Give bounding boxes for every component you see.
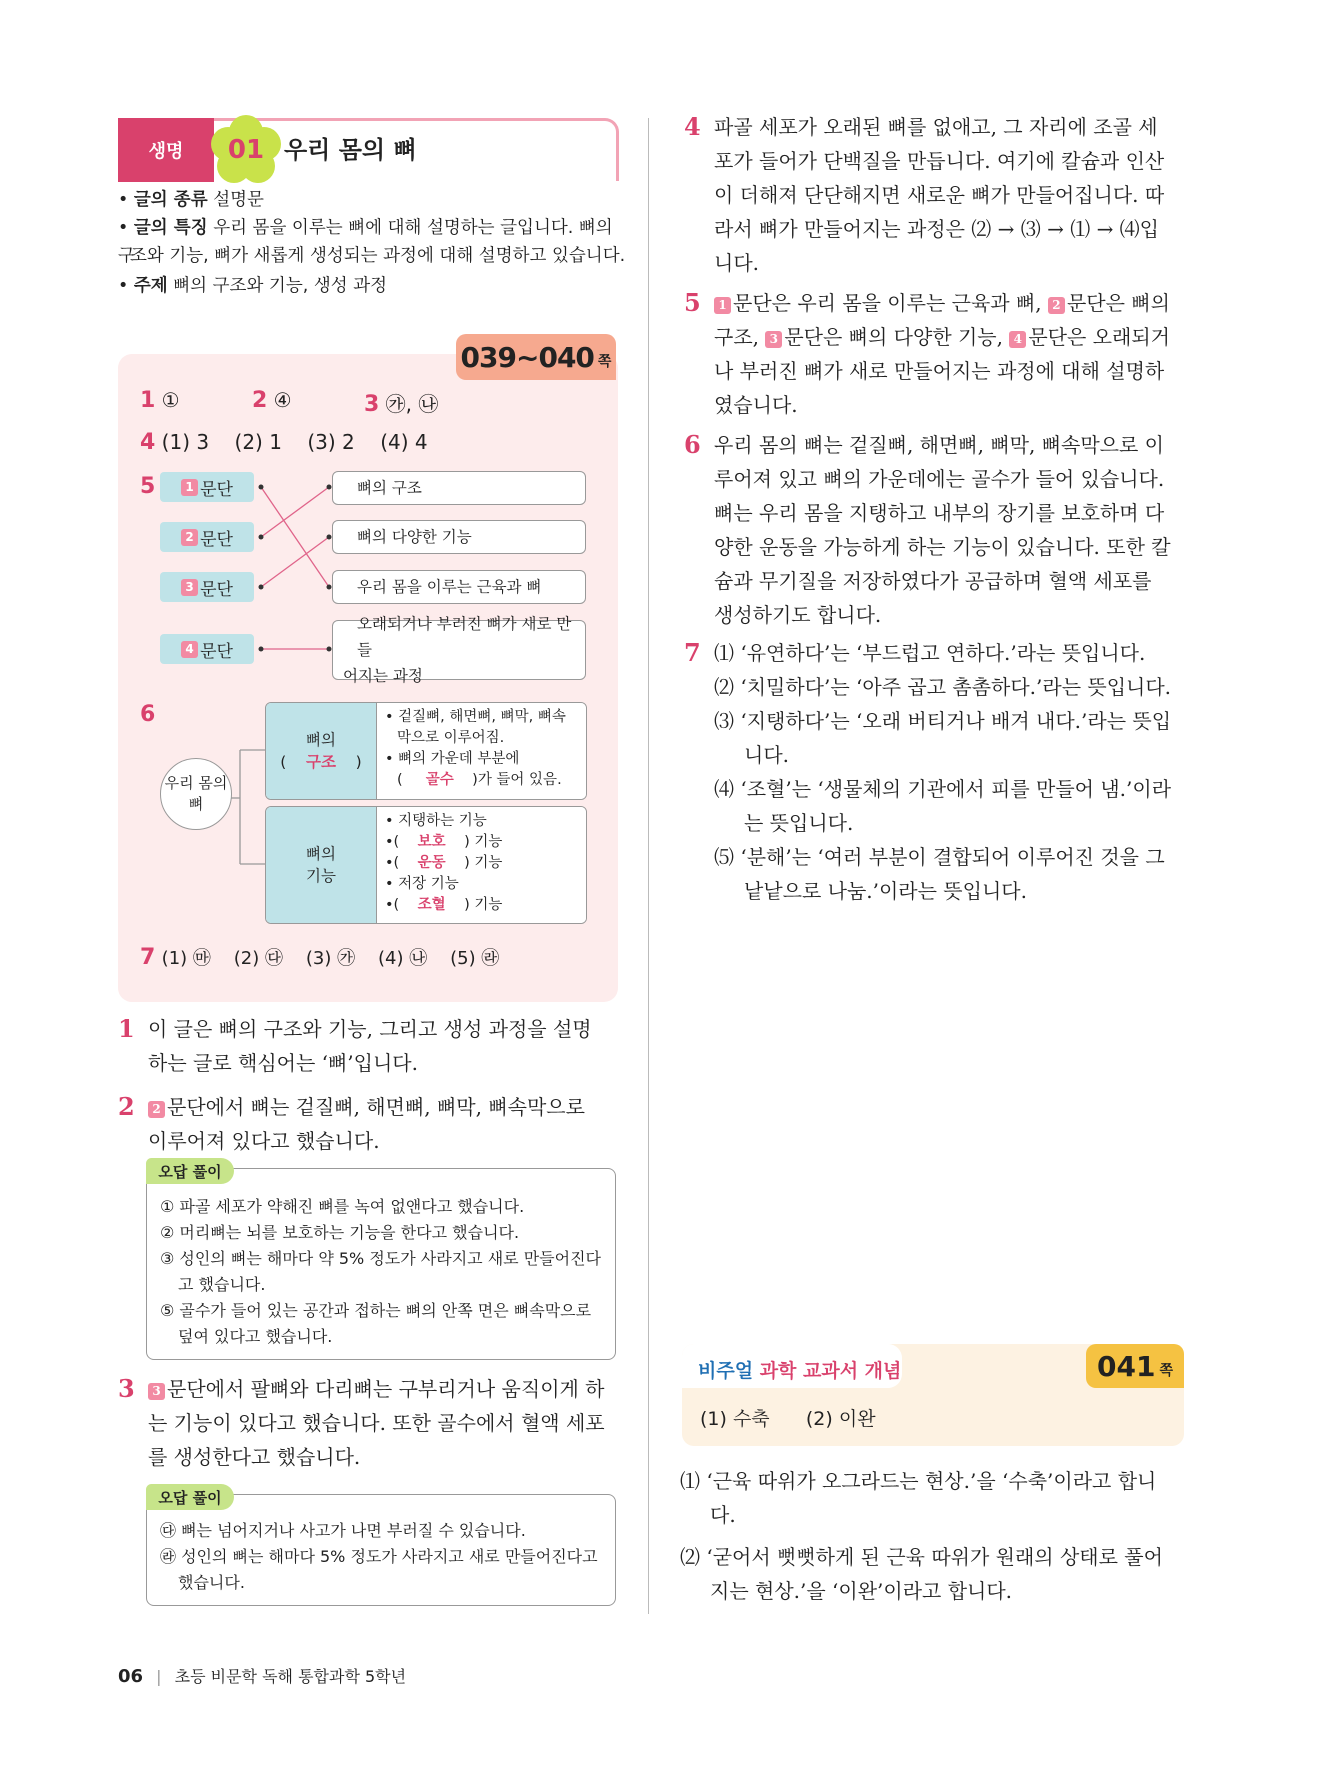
page-title: 우리 몸의 뼈	[284, 136, 417, 164]
subject-tab: 생명	[118, 118, 214, 182]
info-type: • 글의 종류 설명문	[118, 190, 264, 210]
explanation-1: 1 이 글은 뼈의 구조와 기능, 그리고 생성 과정을 설명 하는 글로 핵심어는 ‘뼈’입니다.	[118, 1014, 592, 1075]
map-function-detail: • 지탱하는 기능 •( 보호 ) 기능 •( 운동 ) 기능 • 저장 기능 •( 조혈 ) 기능	[376, 807, 586, 923]
match-box-1: 뼈의 구조	[332, 471, 586, 505]
wrong-answer-tag-1: 오답 풀이	[146, 1158, 234, 1184]
para-pill-2: 2 문단	[160, 522, 254, 552]
map-root: 우리 몸의 뼈	[160, 758, 232, 830]
matching-lines	[255, 470, 335, 670]
answer-1: 1 ①	[140, 388, 180, 413]
match-box-3: 우리 몸을 이루는 근육과 뼈	[332, 570, 586, 604]
page-number: 06	[118, 1666, 144, 1687]
info-theme: • 주제 뼈의 구조와 기능, 생성 과정	[118, 276, 388, 296]
map-function	[265, 806, 587, 924]
explanation-6: 6 우리 몸의 뼈는 겉질뼈, 해면뼈, 뼈막, 뼈속막으로 이 루어져 있고 뼈의 가운데에는 골수가 들어 있습니다. 뼈는 우리 몸을 지탱하고 내부의 장기를 보호하며 다 양한 운동을 가능하게 하는 기능이 있습니다. 또한 칼 슘과 무기질을 저장하였다가 공급하며 혈액 세포를 생성하기도 합니다.	[684, 430, 1171, 627]
book-title: 초등 비문학 독해 통합과학 5학년	[174, 1667, 407, 1686]
para-pill-4: 4 문단	[160, 634, 254, 664]
match-box-4: 오래되거나 부러진 뼈가 새로 만들 어지는 과정	[332, 620, 586, 680]
answer-5-label: 5	[140, 474, 156, 499]
visual-answer: (1) 수축 (2) 이완	[700, 1408, 876, 1430]
column-divider	[648, 118, 649, 1614]
answer-3: 3 ㉮, ㉯	[364, 392, 439, 417]
para-pill-3: 3 문단	[160, 572, 254, 602]
answer-6-label: 6	[140, 702, 156, 727]
explanation-2: 2 2 문단에서 뼈는 겉질뼈, 해면뼈, 뼈막, 뼈속막으로 이루어져 있다고 했습니다.	[118, 1092, 585, 1153]
visual-title: 비주얼 과학 교과서 개념	[698, 1360, 902, 1382]
explanation-5: 5 1 문단은 우리 몸을 이루는 근육과 뼈, 2 문단은 뼈의 구조, 3 문단은 뼈의 다양한 기능, 4 문단은 오래되거 나 부러진 뼈가 새로 만들어지는 과정에 대해 설명하 였습니다.	[684, 288, 1170, 417]
map-structure-category: 뼈의 ( 구조 )	[266, 703, 376, 799]
explanation-7: 7 ⑴ ‘유연하다’는 ‘부드럽고 연하다.’라는 뜻입니다. ⑵ ‘치밀하다’는 ‘아주 곱고 촘촘하다.’라는 뜻입니다. ⑶ ‘지탱하다’는 ‘오래 버티거나 배겨 내다.’라는 뜻입 니다. ⑷ ‘조혈’는 ‘생물체의 기관에서 피를 만들어 냄.’이라 는 뜻입니다. ⑸ ‘분해’는 ‘여러 부분이 결합되어 이루어진 것을 그 낱낱으로 나눔.’이라는 뜻입니다.	[684, 638, 1172, 903]
map-function-category: 뼈의 기능	[266, 807, 376, 923]
footer: 06 | 초등 비문학 독해 통합과학 5학년	[118, 1666, 407, 1687]
answer-2: 2 ④	[252, 388, 292, 413]
page-badge: 039~040 쪽	[456, 334, 616, 380]
answer-4: 4 (1) 3 (2) 1 (3) 2 (4) 4	[140, 430, 428, 455]
map-structure-detail: • 겉질뼈, 해면뼈, 뼈막, 뼈속 막으로 이루어짐. • 뼈의 가운데 부분에 ( 골수 )가 들어 있음.	[376, 703, 586, 799]
unit-number: 01	[227, 135, 265, 165]
info-feature-cont: 조와 기능, 뼈가 새롭게 생성되는 과정에 대해 설명하고 있습니다.	[130, 246, 626, 266]
explanation-4: 4 파골 세포가 오래된 뼈를 없애고, 그 자리에 조골 세 포가 들어가 단백질을 만듭니다. 여기에 칼슘과 인산 이 더해져 단단해지면 새로운 뼈가 만들어집니다. 따 라서 뼈가 만들어지는 과정은 ⑵ → ⑶ → ⑴ → ⑷입 니다.	[684, 112, 1165, 275]
info-feature: • 글의 특징 우리 몸을 이루는 뼈에 대해 설명하는 글입니다. 뼈의 구	[118, 218, 613, 266]
match-box-2: 뼈의 다양한 기능	[332, 520, 586, 554]
visual-explanation-2: ⑵ ‘굳어서 뻣뻣하게 된 근육 따위가 원래의 상태로 풀어 지는 현상.’을 ‘이완’이라고 합니다.	[680, 1545, 1163, 1603]
wrong-answer-list-1: ① 파골 세포가 약해진 뼈를 녹여 없앤다고 했습니다. ② 머리뼈는 뇌를 보호하는 기능을 한다고 했습니다. ③ 성인의 뼈는 해마다 약 5% 정도가 사라지고 새로 만들어진다 고 했습니다. ⑤ 골수가 들어 있는 공간과 접하는 뼈의 안쪽 면은 뼈속막으로 덮여 있다고 했습니다.	[160, 1197, 601, 1346]
para-pill-1: 1 문단	[160, 472, 254, 502]
explanation-3: 3 3 문단에서 팔뼈와 다리뼈는 구부리거나 움직이게 하 는 기능이 있다고 했습니다. 또한 골수에서 혈액 세포 를 생성한다고 했습니다.	[118, 1374, 605, 1469]
visual-page-badge: 041 쪽	[1086, 1344, 1184, 1388]
map-structure	[265, 702, 587, 800]
wrong-answer-list-2: ㉰ 뼈는 넘어지거나 사고가 나면 부러질 수 있습니다. ㉱ 성인의 뼈는 해마다 5% 정도가 사라지고 새로 만들어진다고 했습니다.	[160, 1521, 598, 1592]
visual-explanation-1: ⑴ ‘근육 따위가 오그라드는 현상.’을 ‘수축’이라고 합니 다.	[680, 1469, 1157, 1527]
wrong-answer-tag-2: 오답 풀이	[146, 1484, 234, 1510]
answer-7: 7 (1) ㉲ (2) ㉰ (3) ㉮ (4) ㉯ (5) ㉱	[140, 945, 500, 970]
